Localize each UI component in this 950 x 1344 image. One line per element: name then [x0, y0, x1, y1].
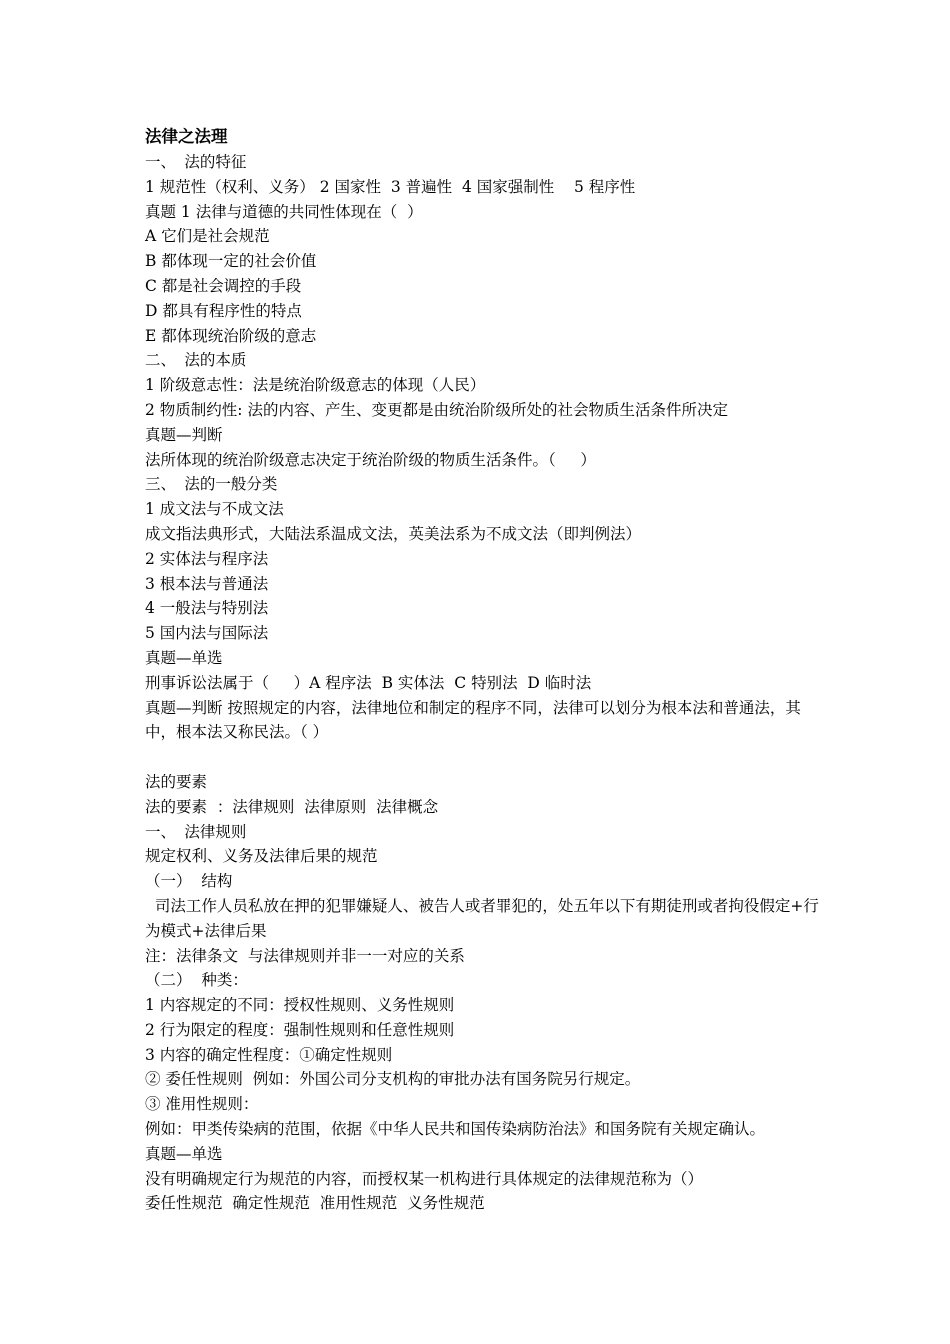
section-title-elements: 法的要素: [145, 772, 208, 791]
question-label: 真题—判断: [145, 425, 223, 444]
text-line: 1 阶级意志性：法是统治阶级意志的体现（人民）: [145, 376, 486, 395]
option-e: E 都体现统治阶级的意志: [145, 326, 317, 345]
question-line: 没有明确规定行为规范的内容，而授权某一机构进行具体规定的法律规范称为（）: [145, 1169, 704, 1188]
subheading-types: （二） 种类：: [145, 971, 248, 990]
subheading-structure: （一） 结构: [145, 872, 233, 891]
text-line: 1 内容规定的不同：授权性规则、义务性规则: [145, 996, 455, 1015]
section-heading-classification: 三、 法的一般分类: [145, 475, 278, 494]
example-paragraph: 司法工作人员私放在押的犯罪嫌疑人、被告人或者罪犯的，处五年以下有期徒刑或者拘役假定+行为模式+法律后果: [145, 896, 819, 940]
text-line: ② 委任性规则 例如：外国公司分支机构的审批办法有国务院另行规定。: [145, 1070, 641, 1089]
text-line: 3 根本法与普通法: [145, 574, 269, 593]
question-label: 真题—单选: [145, 648, 223, 667]
text-line: 1 成文法与不成文法: [145, 500, 284, 519]
section-heading-rules: 一、 法律规则: [145, 822, 247, 841]
text-line: 规定权利、义务及法律后果的规范: [145, 847, 378, 866]
text-line: 4 一般法与特别法: [145, 599, 269, 618]
answer-options: 委任性规范 确定性规范 准用性规范 义务性规范: [145, 1194, 485, 1213]
document-page: [145, 124, 825, 1216]
question-line: 刑事诉讼法属于（ ）A 程序法 B 实体法 C 特别法 D 临时法: [145, 673, 592, 692]
text-line: 法的要素 ：法律规则 法律原则 法律概念: [145, 797, 439, 816]
text-line: 5 国内法与国际法: [145, 624, 269, 643]
text-line: 成文指法典形式，大陆法系温成文法，英美法系为不成文法（即判例法）: [145, 524, 642, 543]
question-line: 真题 1 法律与道德的共同性体现在（ ）: [145, 202, 423, 221]
text-line: 例如：甲类传染病的范围，依据《中华人民共和国传染病防治法》和国务院有关规定确认。: [145, 1120, 766, 1139]
option-a: A 它们是社会规范: [145, 227, 270, 246]
text-line: 2 行为限定的程度：强制性规则和任意性规则: [145, 1020, 455, 1039]
option-c: C 都是社会调控的手段: [145, 276, 302, 295]
blank-line: [145, 745, 825, 770]
option-d: D 都具有程序性的特点: [145, 301, 302, 320]
text-line: 2 物质制约性: 法的内容、产生、变更都是由统治阶级所处的社会物质生活条件所决定: [145, 400, 728, 419]
question-label: 真题—单选: [145, 1144, 223, 1163]
text-line: ③ 准用性规则：: [145, 1095, 259, 1114]
note-line: 注：法律条文 与法律规则并非一一对应的关系: [145, 946, 465, 965]
option-b: B 都体现一定的社会价值: [145, 252, 317, 271]
question-paragraph: 真题—判断 按照规定的内容，法律地位和制定的程序不同，法律可以划分为根本法和普通法，其中，根本法又称民法。（ ）: [145, 698, 801, 742]
section-heading-features: 一、 法的特征: [145, 153, 247, 171]
text-line: 3 内容的确定性程度：①确定性规则: [145, 1045, 393, 1064]
document-title: 法律之法理: [145, 127, 228, 146]
section-heading-essence: 二、 法的本质: [145, 351, 247, 370]
text-line: 1 规范性（权利、义务） 2 国家性 3 普遍性 4 国家强制性 5 程序性: [145, 177, 636, 196]
text-line: 2 实体法与程序法: [145, 549, 269, 568]
question-line: 法所体现的统治阶级意志决定于统治阶级的物质生活条件。（ ）: [145, 450, 596, 469]
